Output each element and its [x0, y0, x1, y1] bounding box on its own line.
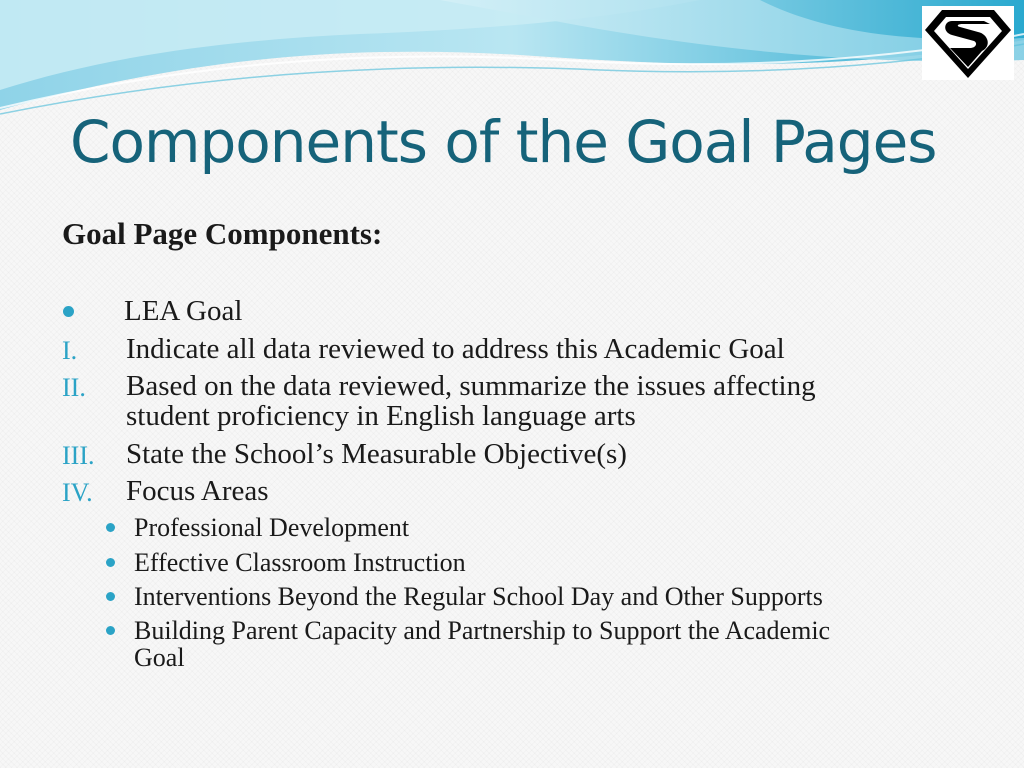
focus-area-1: Professional Development — [134, 513, 410, 542]
numbered-item-3: State the School’s Measurable Objective(s) — [126, 438, 627, 470]
sub-bullet-icon — [106, 558, 115, 567]
sub-bullet-icon — [106, 592, 115, 601]
slide-title: Components of the Goal Pages — [70, 108, 937, 176]
focus-area-2: Effective Classroom Instruction — [134, 548, 466, 577]
logo — [922, 6, 1014, 80]
numeral-1: I. — [62, 336, 78, 365]
numeral-3: III. — [62, 441, 95, 470]
subheading: Goal Page Components: — [62, 216, 383, 251]
focus-area-4-line1: Building Parent Capacity and Partnership to Support the Academic — [134, 616, 831, 645]
sub-bullet-icon — [106, 626, 115, 635]
numbered-item-2-line1: Based on the data reviewed, summarize the issues affecting — [126, 370, 816, 402]
sub-bullet-icon — [106, 523, 115, 532]
numeral-2: II. — [62, 373, 86, 402]
focus-area-4-line2: Goal — [134, 643, 185, 672]
superman-shield-icon — [922, 6, 1014, 80]
numbered-item-2-line2: student proficiency in English language arts — [126, 400, 636, 432]
focus-area-3: Interventions Beyond the Regular School Day and Other Supports — [134, 582, 823, 611]
numbered-item-1: Indicate all data reviewed to address this Academic Goal — [126, 333, 785, 365]
numbered-item-4: Focus Areas — [126, 475, 269, 507]
bullet-icon — [63, 306, 74, 317]
header-wave-decoration — [0, 0, 1024, 120]
numeral-4: IV. — [62, 478, 93, 507]
lea-goal-text: LEA Goal — [124, 295, 243, 327]
